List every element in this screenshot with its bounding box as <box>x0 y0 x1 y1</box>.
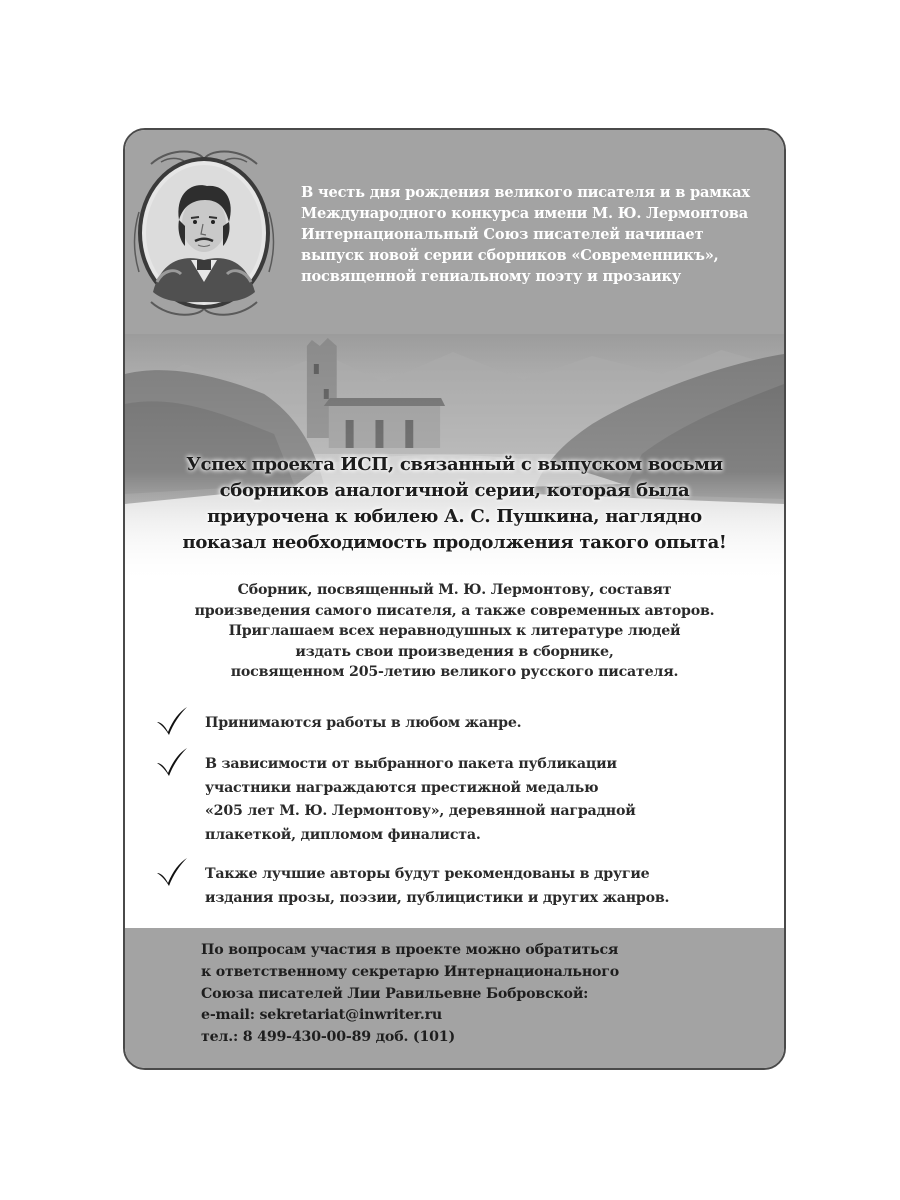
contact-phone[interactable]: тел.: 8 499-430-00-89 доб. (101) <box>201 1029 455 1046</box>
header-announcement: В честь дня рождения великого писателя и в рамках Международного конкурса имени М. Ю. Лермонтова Интернациональный Союз писателей начинает выпуск новой серии сборников «Современникъ», посвященной гениальному поэту и прозаику <box>301 184 750 285</box>
intro-paragraph: Сборник, посвященный М. Ю. Лермонтову, составят произведения самого писателя, а также современных авторов. Приглашаем всех неравнодушных к литературе людей издать свои произведения в сборнике, посвященном 205-летию великого русского писателя. <box>194 582 715 680</box>
contact-line: к ответственному секретарю Интернационального <box>201 963 620 980</box>
flyer-card <box>123 128 786 1070</box>
header-band <box>125 130 784 334</box>
bullet-text: Принимаются работы в любом жанре. <box>205 715 522 731</box>
check-icon <box>155 857 189 887</box>
headline-project-success: Успех проекта ИСП, связанный с выпуском восьми сборников аналогичной серии, которая была приурочена к юбилею А. С. Пушкина, наглядно показал необходимость продолжения такого опыта! <box>182 454 727 553</box>
contact-line: По вопросам участия в проекте можно обратиться <box>201 942 619 958</box>
check-icon <box>155 747 189 777</box>
check-icon <box>155 706 189 736</box>
contact-email[interactable]: e-mail: sekretariat@inwriter.ru <box>201 1007 443 1024</box>
bullet-text: В зависимости от выбранного пакета публикации участники награждаются престижной медалью «205 лет М. Ю. Лермонтову», деревянной наградной плакеткой, дипломом финалиста. <box>205 756 636 843</box>
contact-band <box>125 928 784 1070</box>
bullet-text: Также лучшие авторы будут рекомендованы в другие издания прозы, поэзии, публицистики и других жанров. <box>205 866 670 906</box>
portrait-medallion <box>131 142 277 322</box>
contact-line: Союза писателей Лии Равильевне Бобровской: <box>201 985 589 1002</box>
contact-info <box>201 940 761 1049</box>
